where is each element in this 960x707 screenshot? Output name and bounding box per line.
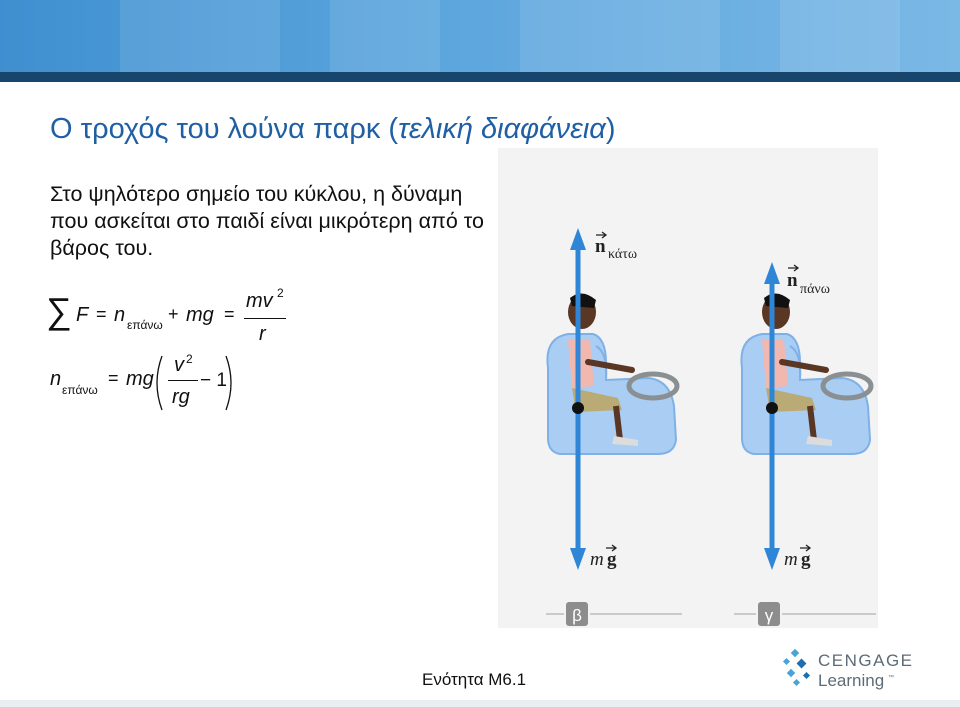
- eq2-minus-one: − 1: [200, 370, 227, 391]
- logo-mark-icon: [783, 649, 810, 686]
- eq1-mg: mg: [186, 304, 214, 326]
- n-up-subscript: πάνω: [800, 282, 830, 297]
- eq1-numerator: mv: [246, 290, 273, 312]
- n-down-symbol: n: [595, 236, 606, 257]
- title-end: ): [605, 113, 616, 145]
- mg-m-b: m: [590, 549, 604, 570]
- center-dot-g: [766, 402, 778, 414]
- center-dot-b: [572, 402, 584, 414]
- eq1-plus: +: [168, 304, 179, 324]
- cengage-logo: [780, 646, 930, 694]
- mg-m-g: m: [784, 549, 798, 570]
- eq1-equals: =: [96, 304, 107, 324]
- footer-section-label: Ενότητα M6.1: [422, 670, 527, 689]
- title-italic: τελική διαφάνεια: [398, 113, 606, 145]
- sum-symbol: ∑: [46, 290, 72, 331]
- eq2-n: n: [50, 368, 62, 390]
- eq1-fraction-bar: [244, 318, 286, 319]
- eq1-exponent: 2: [277, 286, 284, 300]
- eq2-numerator: v: [174, 354, 184, 376]
- logo-text-learning: Learning: [818, 671, 885, 690]
- mg-g-b: g: [607, 549, 617, 570]
- eq1-n-sub: επάνω: [127, 318, 163, 332]
- eq2-equals: =: [108, 368, 119, 388]
- equation-1: [46, 286, 306, 346]
- eq1-n: n: [114, 304, 126, 326]
- header-stripe: [0, 72, 960, 82]
- eq2-fraction-bar: [168, 380, 198, 381]
- logo-text-cengage: CENGAGE: [818, 651, 914, 670]
- force-diagram-figure: [498, 148, 878, 628]
- label-b: β: [572, 606, 582, 625]
- slide-title: [50, 113, 615, 146]
- body-text: Στο ψηλότερο σημείο του κύκλου, η δύναμη που ασκείται στο παιδί είναι μικρότερη από το βάρος του.: [50, 182, 484, 260]
- logo-trademark: ™: [888, 675, 894, 681]
- equation-2: [50, 352, 250, 414]
- bottom-bar: [0, 700, 960, 707]
- banner-tile: [330, 0, 440, 72]
- banner-tile: [780, 0, 900, 72]
- header-banner: [0, 0, 960, 72]
- eq1-equals-2: =: [224, 304, 235, 324]
- n-up-symbol: n: [787, 270, 798, 291]
- eq1-denominator: r: [259, 323, 266, 345]
- title-main: Ο τροχός του λούνα παρκ (: [50, 113, 399, 145]
- banner-tile: [120, 0, 280, 72]
- banner-tile: [520, 0, 720, 72]
- eq1-F: F: [76, 304, 89, 326]
- eq2-mg: mg: [126, 368, 154, 390]
- label-g: γ: [764, 606, 774, 625]
- eq2-exponent: 2: [186, 352, 193, 366]
- n-down-subscript: κάτω: [608, 247, 638, 262]
- eq2-n-sub: επάνω: [62, 383, 98, 397]
- eq2-denominator: rg: [172, 386, 190, 408]
- mg-g-g: g: [801, 549, 811, 570]
